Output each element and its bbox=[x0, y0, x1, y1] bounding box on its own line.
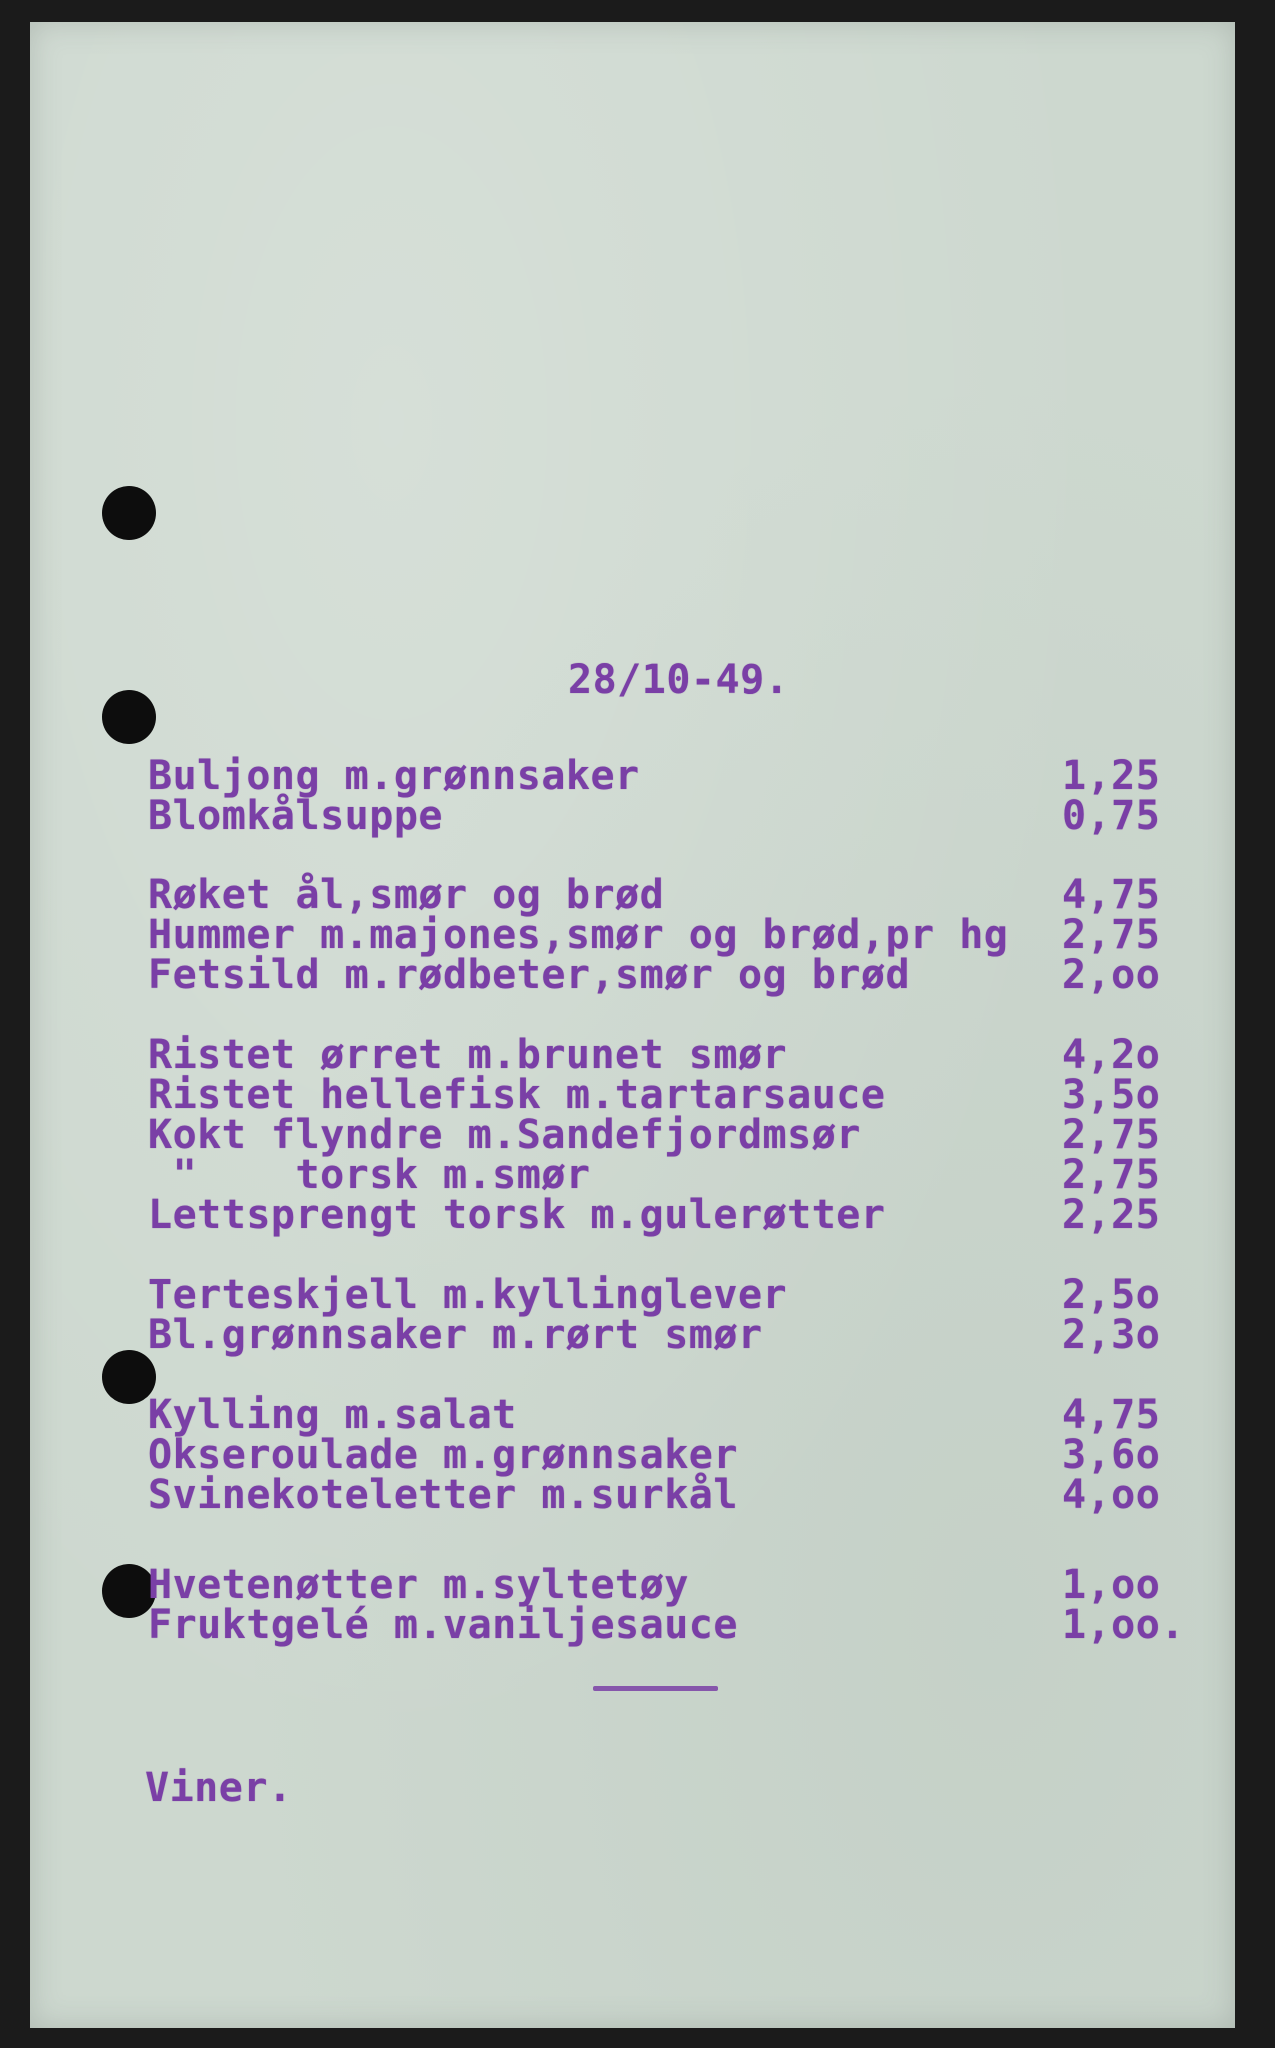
punch-hole-2 bbox=[102, 690, 156, 744]
menu-item-name: Kylling m.salat bbox=[148, 1392, 517, 1438]
paper-sheet bbox=[30, 22, 1235, 2028]
punch-hole-1 bbox=[102, 486, 156, 540]
menu-item-name: Bl.grønnsaker m.rørt smør bbox=[148, 1312, 763, 1358]
menu-item-price: 3,5o bbox=[1062, 1072, 1161, 1118]
menu-item-price: 1,oo bbox=[1062, 1562, 1161, 1608]
menu-item-price: 2,75 bbox=[1062, 912, 1161, 958]
menu-item-price: 1,25 bbox=[1062, 753, 1161, 799]
menu-item-name: Fruktgelé m.vaniljesauce bbox=[148, 1602, 738, 1648]
menu-item-price: 4,75 bbox=[1062, 1392, 1161, 1438]
menu-item-price: 1,oo. bbox=[1062, 1602, 1185, 1648]
menu-item-price: 2,25 bbox=[1062, 1192, 1161, 1238]
menu-item-price: 2,75 bbox=[1062, 1152, 1161, 1198]
menu-item-price: 0,75 bbox=[1062, 793, 1161, 839]
menu-item-name: Fetsild m.rødbeter,smør og brød bbox=[148, 952, 911, 998]
menu-item-price: 3,6o bbox=[1062, 1432, 1161, 1478]
menu-item-name: " torsk m.smør bbox=[148, 1152, 591, 1198]
menu-item-price: 2,3o bbox=[1062, 1312, 1161, 1358]
menu-item-name: Lettsprengt torsk m.gulerøtter bbox=[148, 1192, 886, 1238]
menu-item-price: 4,75 bbox=[1062, 872, 1161, 918]
menu-date: 28/10-49. bbox=[568, 657, 790, 703]
menu-item-name: Blomkålsuppe bbox=[148, 793, 443, 839]
menu-item-name: Hvetenøtter m.syltetøy bbox=[148, 1562, 689, 1608]
menu-item-name: Hummer m.majones,smør og brød,pr hg bbox=[148, 912, 1009, 958]
menu-item-name: Terteskjell m.kyllinglever bbox=[148, 1272, 788, 1318]
menu-item-price: 2,oo bbox=[1062, 952, 1161, 998]
menu-item-name: Røket ål,smør og brød bbox=[148, 872, 665, 918]
menu-item-name: Okseroulade m.grønnsaker bbox=[148, 1432, 738, 1478]
menu-item-price: 4,oo bbox=[1062, 1472, 1161, 1518]
menu-item-price: 4,2o bbox=[1062, 1032, 1161, 1078]
menu-item-name: Ristet hellefisk m.tartarsauce bbox=[148, 1072, 886, 1118]
menu-item-price: 2,5o bbox=[1062, 1272, 1161, 1318]
menu-item-name: Kokt flyndre m.Sandefjordmsør bbox=[148, 1112, 861, 1158]
wines-heading: Viner. bbox=[145, 1765, 293, 1811]
menu-item-name: Svinekoteletter m.surkål bbox=[148, 1472, 738, 1518]
separator-rule bbox=[593, 1686, 718, 1691]
menu-item-price: 2,75 bbox=[1062, 1112, 1161, 1158]
menu-item-name: Ristet ørret m.brunet smør bbox=[148, 1032, 788, 1078]
menu-item-name: Buljong m.grønnsaker bbox=[148, 753, 640, 799]
